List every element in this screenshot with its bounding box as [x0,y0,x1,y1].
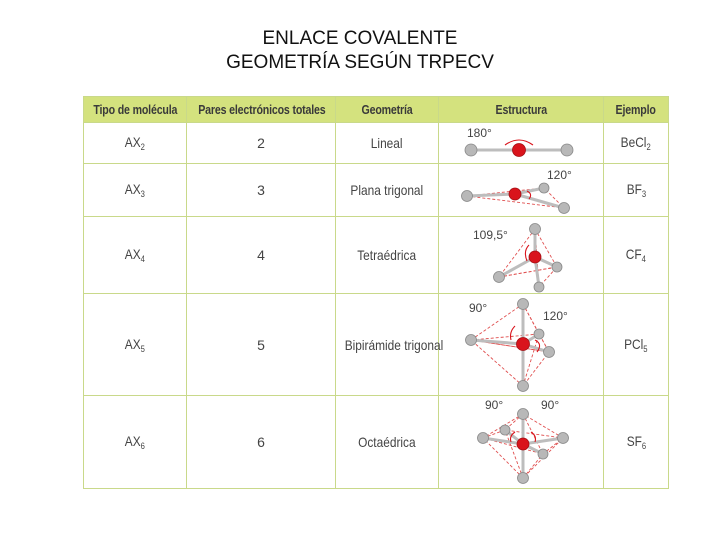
trigonal-planar-structure-diagram [439,164,602,216]
ligand-atom [494,272,505,283]
table-row [84,164,669,217]
pares-cell: 3 [187,164,336,217]
ejemplo-cell: $BF_3$ [604,164,669,217]
ligand-atom [466,335,477,346]
ligand-atom [518,381,529,392]
ligand-atom [518,473,529,484]
angle-label: 120° [543,309,568,323]
geometria-cell: Octaédrica [336,396,439,489]
central-atom [513,144,526,157]
ejemplo-cell: $CF_4$ [604,217,669,294]
linear-structure-diagram [439,123,602,163]
ejemplo-cell: $SF_6$ [604,396,669,489]
header-tipo: Tipo de molécula [84,97,187,123]
ligand-atom [530,224,541,235]
tipo-cell: $AX_2$ [84,123,187,164]
ejemplo-cell: BeCl$_2$ [604,123,669,164]
central-atom [517,438,529,450]
ligand-atom [558,433,569,444]
geometria-cell: Plana trigonal [336,164,439,217]
geometria-cell: Lineal [336,123,439,164]
estructura-cell [439,294,604,396]
ligand-atom [462,191,473,202]
title-line-2: GEOMETRÍA SEGÚN TRPECV [226,52,494,73]
ligand-atom [534,282,544,292]
header-geometria: Geometría [336,97,439,123]
tetrahedral-structure-diagram [439,217,602,293]
angle-label: 90° [485,398,504,412]
pares-cell: 5 [187,294,336,396]
ligand-atom [465,144,477,156]
ligand-atom [518,299,529,310]
central-atom [517,338,530,351]
tipo-cell: $AX_5$ [84,294,187,396]
tipo-cell: $AX_6$ [84,396,187,489]
estructura-cell [439,396,604,489]
title-line-1: ENLACE COVALENTE [262,28,458,49]
geometria-cell: Tetraédrica [336,217,439,294]
ligand-atom [534,329,544,339]
ejemplo-cell: PCl$_5$ [604,294,669,396]
ligand-atom [544,347,555,358]
ligand-atom [500,425,510,435]
table-header-row [84,97,669,123]
octahedral-structure-diagram [439,396,602,488]
table-row [84,217,669,294]
ligand-atom [539,183,549,193]
ligand-atom [538,449,548,459]
ligand-atom [552,262,562,272]
table-row [84,123,669,164]
angle-arc [511,326,516,340]
table-row [84,294,669,396]
tipo-cell: $AX_3$ [84,164,187,217]
central-atom [529,251,541,263]
angle-label: 90° [541,398,560,412]
pares-cell: 6 [187,396,336,489]
central-atom [509,188,521,200]
geometry-table [83,96,669,489]
tipo-cell: $AX_4$ [84,217,187,294]
estructura-cell [439,123,604,164]
angle-label: 90° [469,301,488,315]
angle-arc [525,245,529,261]
ligand-atom [559,203,570,214]
angle-label: 120° [547,168,572,182]
geometria-cell: Bipirámide trigonal [336,294,439,396]
estructura-cell [439,217,604,294]
slide-title [0,27,720,75]
header-estructura: Estructura [439,97,604,123]
trigonal-bipyramidal-structure-diagram [439,294,602,395]
estructura-cell [439,164,604,217]
ligand-atom [478,433,489,444]
ligand-atom [561,144,573,156]
pares-cell: 2 [187,123,336,164]
angle-label: 109,5° [473,228,508,242]
table-row [84,396,669,489]
angle-label: 180° [467,126,492,140]
ligand-atom [518,409,529,420]
header-ejemplo: Ejemplo [604,97,669,123]
pares-cell: 4 [187,217,336,294]
header-pares: Pares electrónicos totales [187,97,336,123]
